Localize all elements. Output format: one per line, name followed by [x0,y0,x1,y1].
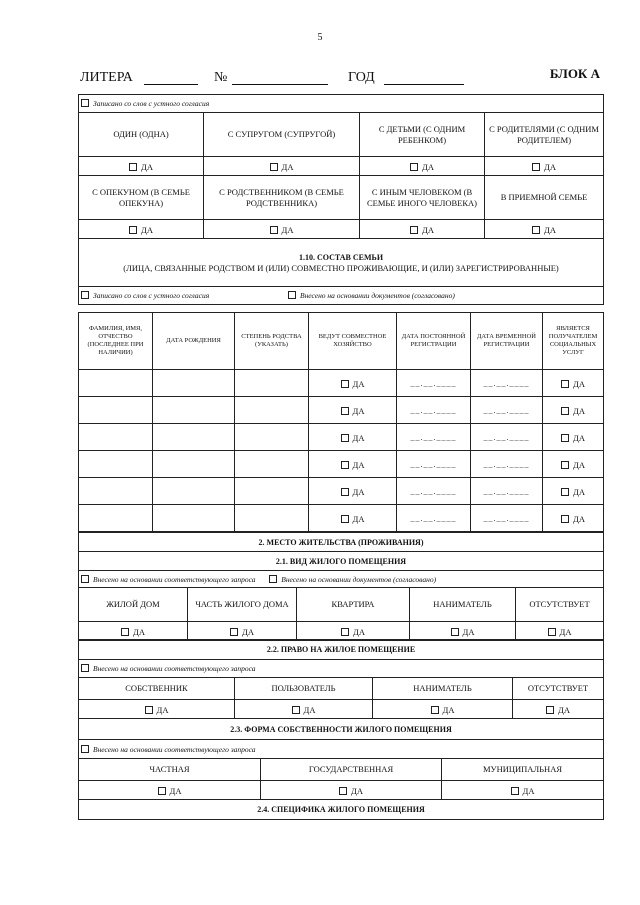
social-services-checkbox[interactable]: ДА [543,478,604,505]
permanent-registration-date[interactable]: __.__.____ [397,478,471,505]
column-header: ФАМИЛИЯ, ИМЯ, ОТЧЕСТВО (ПОСЛЕДНЕЕ ПРИ НАЛИЧИИ) [79,313,153,370]
permanent-registration-date[interactable]: __.__.____ [397,451,471,478]
yes-checkbox[interactable]: ДА [79,220,204,239]
checkbox[interactable] [81,99,89,107]
block-label: БЛОК А [549,66,600,81]
family-row [79,370,604,397]
column-header: ДАТА РОЖДЕНИЯ [153,313,235,370]
family-composition-table [78,312,604,532]
housing-right-option: СОБСТВЕННИК [79,678,235,700]
birth-date-cell[interactable] [153,451,235,478]
housing-type-option: НАНИМАТЕЛЬ [410,588,516,622]
birth-date-cell[interactable] [153,505,235,532]
column-header: ЯВЛЯЕТСЯ ПОЛУЧАТЕЛЕМ СОЦИАЛЬНЫХ УСЛУГ [543,313,604,370]
joint-household-checkbox[interactable]: ДА [309,370,397,397]
joint-household-checkbox[interactable]: ДА [309,478,397,505]
social-services-checkbox[interactable]: ДА [543,505,604,532]
housing-type-notes: Внесено на основании соответствующего запроса Внесено на основании документов (согласовано) [79,571,604,588]
checkbox[interactable] [288,291,296,299]
permanent-registration-date[interactable]: __.__.____ [397,370,471,397]
yes-checkbox[interactable]: ДА [261,781,442,800]
ownership-table [78,758,604,800]
family-row [79,505,604,532]
yes-checkbox[interactable]: ДА [204,220,360,239]
family-notes: Записано со слов с устного согласия Внесено на основании документов (согласовано) [79,287,604,305]
temporary-registration-date[interactable]: __.__.____ [471,424,543,451]
ownership-note: Внесено на основании соответствующего запроса [79,740,604,759]
yes-checkbox[interactable]: ДА [360,157,485,176]
birth-date-cell[interactable] [153,478,235,505]
yes-checkbox[interactable]: ДА [79,622,188,641]
checkbox[interactable] [81,745,89,753]
housing-right-option: ОТСУТСТВУЕТ [513,678,604,700]
housing-right-option: ПОЛЬЗОВАТЕЛЬ [235,678,373,700]
ownership-option: ЧАСТНАЯ [79,759,261,781]
temporary-registration-date[interactable]: __.__.____ [471,397,543,424]
social-services-checkbox[interactable]: ДА [543,451,604,478]
name-cell[interactable] [79,505,153,532]
joint-household-checkbox[interactable]: ДА [309,451,397,478]
housing-right-option: НАНИМАТЕЛЬ [373,678,513,700]
relation-cell[interactable] [235,451,309,478]
checkbox[interactable] [81,575,89,583]
column-header: ДАТА ВРЕМЕННОЙ РЕГИСТРАЦИИ [471,313,543,370]
litera-field[interactable] [144,84,198,85]
ownership-option: МУНИЦИПАЛЬНАЯ [442,759,604,781]
column-header: ВЕДУТ СОВМЕСТНОЕ ХОЗЯЙСТВО [309,313,397,370]
birth-date-cell[interactable] [153,370,235,397]
temporary-registration-date[interactable]: __.__.____ [471,505,543,532]
litera-label: ЛИТЕРА [80,70,133,85]
yes-checkbox[interactable]: ДА [485,220,604,239]
housing-right-section [78,639,604,678]
family-row [79,478,604,505]
yes-checkbox[interactable]: ДА [360,220,485,239]
checkbox[interactable] [81,664,89,672]
column-header: ДАТА ПОСТОЯННОЙ РЕГИСТРАЦИИ [397,313,471,370]
yes-checkbox[interactable]: ДА [373,700,513,719]
specifics-section [78,799,604,820]
social-services-checkbox[interactable]: ДА [543,397,604,424]
ownership-option: ГОСУДАРСТВЕННАЯ [261,759,442,781]
family-row [79,397,604,424]
living-arrangement-table [78,94,604,305]
name-cell[interactable] [79,424,153,451]
temporary-registration-date[interactable]: __.__.____ [471,370,543,397]
family-section-title: 1.10. СОСТАВ СЕМЬИ (ЛИЦА, СВЯЗАННЫЕ РОДСТВОМ И (ИЛИ) СОВМЕСТНО ПРОЖИВАЮЩИЕ, И (ИЛИ) ЗАРЕГИСТРИРОВАННЫЕ) [79,239,604,287]
oral-consent-note: Записано со слов с устного согласия [79,95,604,113]
relation-cell[interactable] [235,424,309,451]
joint-household-checkbox[interactable]: ДА [309,397,397,424]
housing-type-option: ЖИЛОЙ ДОМ [79,588,188,622]
name-cell[interactable] [79,478,153,505]
yes-checkbox[interactable]: ДА [485,157,604,176]
social-services-checkbox[interactable]: ДА [543,370,604,397]
joint-household-checkbox[interactable]: ДА [309,505,397,532]
relation-cell[interactable] [235,478,309,505]
housing-right-table [78,677,604,719]
living-option: С РОДСТВЕННИКОМ (В СЕМЬЕ РОДСТВЕННИКА) [204,176,360,220]
number-field[interactable] [232,84,328,85]
yes-checkbox[interactable]: ДА [79,781,261,800]
yes-checkbox[interactable]: ДА [410,622,516,641]
housing-right-title: 2.2. ПРАВО НА ЖИЛОЕ ПОМЕЩЕНИЕ [79,640,604,660]
birth-date-cell[interactable] [153,424,235,451]
housing-type-table [78,587,604,641]
family-row [79,424,604,451]
yes-checkbox[interactable]: ДА [516,622,604,641]
temporary-registration-date[interactable]: __.__.____ [471,451,543,478]
number-label: № [214,70,228,85]
family-row [79,451,604,478]
permanent-registration-date[interactable]: __.__.____ [397,505,471,532]
living-option: С ИНЫМ ЧЕЛОВЕКОМ (В СЕМЬЕ ИНОГО ЧЕЛОВЕКА) [360,176,485,220]
ownership-title: 2.3. ФОРМА СОБСТВЕННОСТИ ЖИЛОГО ПОМЕЩЕНИЯ [79,719,604,740]
joint-household-checkbox[interactable]: ДА [309,424,397,451]
yes-checkbox[interactable]: ДА [235,700,373,719]
housing-type-title: 2.1. ВИД ЖИЛОГО ПОМЕЩЕНИЯ [79,552,604,571]
temporary-registration-date[interactable]: __.__.____ [471,478,543,505]
page-number: 5 [317,32,323,43]
permanent-registration-date[interactable]: __.__.____ [397,424,471,451]
name-cell[interactable] [79,397,153,424]
living-option: С ОПЕКУНОМ (В СЕМЬЕ ОПЕКУНА) [79,176,204,220]
housing-right-note: Внесено на основании соответствующего запроса [79,660,604,678]
relation-cell[interactable] [235,370,309,397]
living-option: С СУПРУГОМ (СУПРУГОЙ) [204,113,360,157]
yes-checkbox[interactable]: ДА [297,622,410,641]
year-field[interactable] [384,84,464,85]
form-header [80,66,600,90]
permanent-registration-date[interactable]: __.__.____ [397,397,471,424]
housing-type-option: ЧАСТЬ ЖИЛОГО ДОМА [188,588,297,622]
living-option: В ПРИЕМНОЙ СЕМЬЕ [485,176,604,220]
residence-section [78,532,604,588]
yes-checkbox[interactable]: ДА [204,157,360,176]
residence-title: 2. МЕСТО ЖИТЕЛЬСТВА (ПРОЖИВАНИЯ) [79,533,604,552]
relation-cell[interactable] [235,397,309,424]
birth-date-cell[interactable] [153,397,235,424]
year-label: ГОД [348,70,375,85]
yes-checkbox[interactable]: ДА [79,700,235,719]
yes-checkbox[interactable]: ДА [513,700,604,719]
column-header: СТЕПЕНЬ РОДСТВА (УКАЗАТЬ) [235,313,309,370]
name-cell[interactable] [79,451,153,478]
yes-checkbox[interactable]: ДА [188,622,297,641]
checkbox[interactable] [81,291,89,299]
yes-checkbox[interactable]: ДА [79,157,204,176]
specifics-title: 2.4. СПЕЦИФИКА ЖИЛОГО ПОМЕЩЕНИЯ [79,800,604,820]
social-services-checkbox[interactable]: ДА [543,424,604,451]
housing-type-option: ОТСУТСТВУЕТ [516,588,604,622]
relation-cell[interactable] [235,505,309,532]
living-option: С ДЕТЬМИ (С ОДНИМ РЕБЕНКОМ) [360,113,485,157]
checkbox[interactable] [269,575,277,583]
name-cell[interactable] [79,370,153,397]
ownership-section [78,718,604,759]
living-option: С РОДИТЕЛЯМИ (С ОДНИМ РОДИТЕЛЕМ) [485,113,604,157]
housing-type-option: КВАРТИРА [297,588,410,622]
yes-checkbox[interactable]: ДА [442,781,604,800]
living-option: ОДИН (ОДНА) [79,113,204,157]
